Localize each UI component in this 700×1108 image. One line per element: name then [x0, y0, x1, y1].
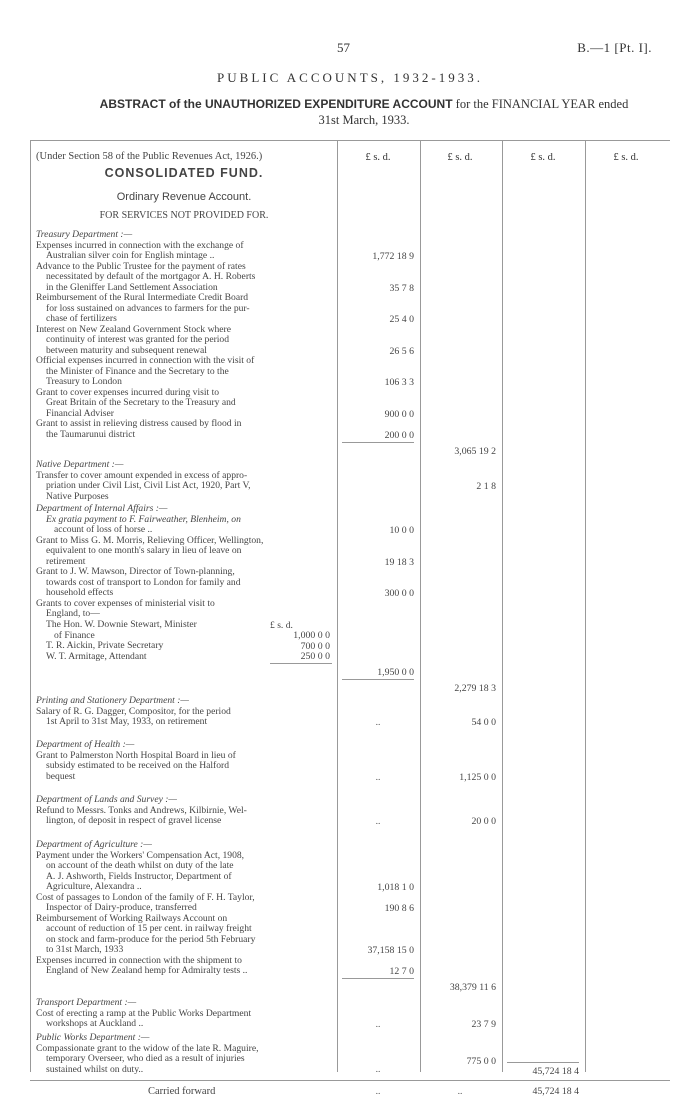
- text-line: Grant to cover expenses incurred during visit to: [36, 387, 220, 398]
- amount-t3: 25 4 0: [389, 314, 414, 325]
- text-line: Grant to Miss G. M. Morris, Relieving Officer, Wellington,: [36, 535, 264, 546]
- amount-t2: 35 7 8: [389, 283, 414, 294]
- transport-head: Transport Department :—: [36, 998, 137, 1008]
- text-line: continuity of interest was granted for the period: [46, 335, 230, 345]
- text-line: Advance to the Public Trustee for the payment of rates: [36, 261, 246, 272]
- text-line: on account of the death whilst on duty of the late: [46, 861, 234, 871]
- grand-total: 45,724 18 4: [532, 1066, 579, 1077]
- amount-i4-minister: 1,000 0 0: [293, 630, 330, 641]
- expenditure-table: [30, 140, 670, 1075]
- subtitle-rest: for the FINANCIAL YEAR ended: [452, 97, 629, 111]
- section-authority: (Under Section 58 of the Public Revenues Act, 1926.): [36, 151, 263, 162]
- subtitle-date: 31st March, 1933.: [318, 113, 410, 127]
- column-rule-3: [502, 140, 503, 1072]
- text-line: Native Purposes: [46, 491, 109, 502]
- column-rule-4: [585, 140, 586, 1072]
- text-line: Grant to J. W. Mawson, Director of Town-planning,: [36, 567, 235, 577]
- text-line: on stock and farm-produce for the period 5th February: [46, 934, 256, 945]
- dot-leader: ..: [375, 1064, 381, 1075]
- text-line: England, to—: [46, 609, 100, 619]
- carried-rule: [30, 1080, 670, 1081]
- table-left-rule: [30, 140, 31, 1072]
- text-line: between maturity and subsequent renewal: [46, 345, 207, 356]
- amount-t5: 106 3 3: [384, 377, 414, 388]
- document-subtitle: [44, 96, 684, 128]
- treasury-total: 3,065 19 2: [454, 446, 496, 457]
- agriculture-department-block: [36, 840, 332, 977]
- health-head: Department of Health :—: [36, 740, 135, 750]
- treasury-head: Treasury Department :—: [36, 230, 133, 240]
- amount-a1: 1,018 1 0: [377, 882, 414, 893]
- text-line: sustained whilst on duty..: [46, 1064, 144, 1075]
- text-line: Financial Adviser: [46, 408, 114, 419]
- amount-t7: 200 0 0: [384, 430, 414, 441]
- dot-leader: ..: [375, 1019, 381, 1030]
- text-line: The Hon. W. Downie Stewart, Minister: [46, 620, 197, 630]
- text-line: Transfer to cover amount expended in excess of appro-: [36, 470, 248, 481]
- text-line: the Taumarunui district: [46, 429, 136, 440]
- text-line: Payment under the Workers' Compensation Act, 1908,: [36, 850, 245, 861]
- text-line: Compassionate grant to the widow of the late R. Maguire,: [36, 1043, 259, 1054]
- transport-department-block: [36, 998, 332, 1030]
- text-line: equivalent to one month's salary in lieu of leave on: [46, 546, 242, 556]
- text-line: for loss sustained on advances to farmers for the pur-: [46, 303, 250, 314]
- document-reference: B.—1 [Pt. I].: [577, 40, 652, 55]
- text-line: priation under Civil List, Civil List Act, 1920, Part V,: [46, 481, 251, 491]
- subtotal-rule: [342, 679, 414, 680]
- subtotal-rule: [270, 663, 332, 664]
- text-line: Grant to Palmerston North Hospital Board in lieu of: [36, 750, 236, 761]
- services-heading: FOR SERVICES NOT PROVIDED FOR.: [99, 210, 269, 221]
- amount-i1: 10 0 0: [389, 525, 414, 536]
- text-line: Cost of passages to London of the family of F. H. Taylor,: [36, 892, 255, 903]
- printing-department-block: [36, 696, 332, 728]
- table-top-rule: [30, 140, 670, 141]
- dot-leader: ..: [375, 717, 381, 728]
- text-line: Official expenses incurred in connection with the visit of: [36, 356, 255, 366]
- dot-leader: ..: [375, 772, 381, 783]
- text-line: Refund to Messrs. Tonks and Andrews, Kilbirnie, Wel-: [36, 805, 247, 816]
- text-line: bequest: [46, 771, 76, 782]
- text-line: Grant to assist in relieving distress caused by flood in: [36, 419, 242, 429]
- text-line: W. T. Armitage, Attendant: [46, 651, 147, 662]
- text-line: Australian silver coin for English mintage ..: [46, 251, 215, 261]
- text-line: in the Gleniffer Land Settlement Association: [46, 282, 218, 293]
- text-line: temporary Overseer, who died as a result of injuries: [46, 1054, 245, 1064]
- text-line: lington, of deposit in respect of gravel license: [46, 816, 222, 826]
- amount-t4: 26 5 6: [389, 346, 414, 357]
- dot-leader: ..: [375, 816, 381, 827]
- printing-head: Printing and Stationery Department :—: [36, 696, 189, 706]
- lsd-subhead: £ s. d.: [270, 620, 293, 631]
- text-line: Great Britain of the Secretary to the Treasury and: [46, 398, 236, 408]
- subtitle-bold: ABSTRACT of the UNAUTHORIZED EXPENDITURE ACCOUNT: [99, 97, 453, 111]
- column-head-3: £ s. d.: [530, 152, 556, 163]
- treasury-department-block: [36, 230, 332, 440]
- internal-affairs-block: [36, 504, 332, 620]
- native-head: Native Department :—: [36, 460, 124, 470]
- works-head: Public Works Department :—: [36, 1033, 150, 1043]
- health-total: 1,125 0 0: [459, 772, 496, 783]
- health-department-block: [36, 740, 332, 782]
- subtotal-rule: [342, 978, 414, 979]
- text-line: Agriculture, Alexandra ..: [46, 882, 142, 892]
- amount-i4: 1,950 0 0: [377, 667, 414, 678]
- amount-t6: 900 0 0: [384, 409, 414, 420]
- text-line: towards cost of transport to London for family and: [46, 577, 241, 588]
- ministerial-visit-names: [36, 620, 266, 662]
- text-line: 1st April to 31st May, 1933, on retirement: [46, 717, 208, 727]
- internal-head: Department of Internal Affairs :—: [36, 504, 168, 514]
- text-line: chase of fertilizers: [46, 314, 117, 324]
- column-head-4: £ s. d.: [613, 152, 639, 163]
- carried-forward-total: 45,724 18 4: [532, 1086, 579, 1097]
- column-head-2: £ s. d.: [447, 152, 473, 163]
- text-line: Salary of R. G. Dagger, Compositor, for the period: [36, 706, 231, 717]
- lands-head: Department of Lands and Survey :—: [36, 795, 177, 805]
- dot-leader: ..: [375, 1086, 381, 1097]
- text-line: of Finance: [54, 630, 95, 641]
- public-works-block: [36, 1033, 332, 1075]
- total-rule: [507, 1062, 579, 1063]
- native-total: 2 1 8: [476, 481, 496, 492]
- text-line: Treasury to London: [46, 377, 122, 387]
- text-line: account of loss of horse ..: [54, 525, 153, 535]
- dot-leader: ..: [457, 1086, 463, 1097]
- text-line: Ex gratia payment to F. Fairweather, Blenheim, on: [46, 514, 241, 525]
- amount-a3: 37,158 15 0: [367, 945, 414, 956]
- amount-a4: 12 7 0: [389, 966, 414, 977]
- column-rule-1: [337, 140, 338, 1072]
- text-line: Expenses incurred in connection with the shipment to: [36, 955, 242, 966]
- text-line: Expenses incurred in connection with the exchange of: [36, 240, 244, 251]
- text-line: to 31st March, 1933: [46, 945, 124, 955]
- text-line: account of reduction of 15 per cent. in railway freight: [46, 924, 252, 934]
- text-line: T. R. Aickin, Private Secretary: [46, 641, 164, 651]
- text-line: retirement: [46, 556, 86, 567]
- text-line: Cost of erecting a ramp at the Public Works Department: [36, 1008, 252, 1019]
- text-line: household effects: [46, 588, 114, 598]
- text-line: Grants to cover expenses of ministerial visit to: [36, 598, 215, 609]
- fund-heading: CONSOLIDATED FUND.: [104, 166, 264, 180]
- document-title: PUBLIC ACCOUNTS, 1932-1933.: [217, 70, 483, 85]
- page-header: [0, 40, 700, 60]
- text-line: A. J. Ashworth, Fields Instructor, Department of: [46, 871, 232, 882]
- amount-t1: 1,772 18 9: [372, 251, 414, 262]
- amount-i4-secretary: 700 0 0: [300, 641, 330, 652]
- text-line: Interest on New Zealand Government Stock where: [36, 324, 232, 335]
- amount-i3: 300 0 0: [384, 588, 414, 599]
- account-heading: Ordinary Revenue Account.: [116, 191, 252, 203]
- text-line: England of New Zealand hemp for Admiralty tests ..: [46, 966, 248, 976]
- text-line: Inspector of Dairy-produce, transferred: [46, 903, 197, 913]
- transport-total: 23 7 9: [471, 1019, 496, 1030]
- subtotal-rule: [342, 442, 414, 443]
- text-line: Reimbursement of the Rural Intermediate Credit Board: [36, 293, 249, 303]
- public-works-total: 775 0 0: [466, 1056, 496, 1067]
- amount-a2: 190 8 6: [384, 903, 414, 914]
- printing-total: 54 0 0: [471, 717, 496, 728]
- agri-head: Department of Agriculture :—: [36, 840, 152, 850]
- text-line: Reimbursement of Working Railways Account on: [36, 913, 228, 924]
- text-line: necessitated by default of the mortgagor A. H. Roberts: [46, 272, 256, 282]
- carried-forward-label: Carried forward: [148, 1086, 216, 1097]
- text-line: the Minister of Finance and the Secretary to the: [46, 366, 229, 377]
- amount-i4-attendant: 250 0 0: [300, 651, 330, 662]
- amount-i2: 19 18 3: [384, 557, 414, 568]
- column-rule-2: [420, 140, 421, 1072]
- text-line: workshops at Auckland ..: [46, 1019, 144, 1029]
- agriculture-total: 38,379 11 6: [449, 982, 496, 993]
- internal-total: 2,279 18 3: [454, 683, 496, 694]
- text-line: subsidy estimated to be received on the Halford: [46, 761, 230, 771]
- native-department-block: [36, 460, 332, 502]
- page-number: 57: [337, 40, 350, 55]
- column-head-1: £ s. d.: [365, 152, 391, 163]
- lands-total: 20 0 0: [471, 816, 496, 827]
- lands-department-block: [36, 795, 332, 827]
